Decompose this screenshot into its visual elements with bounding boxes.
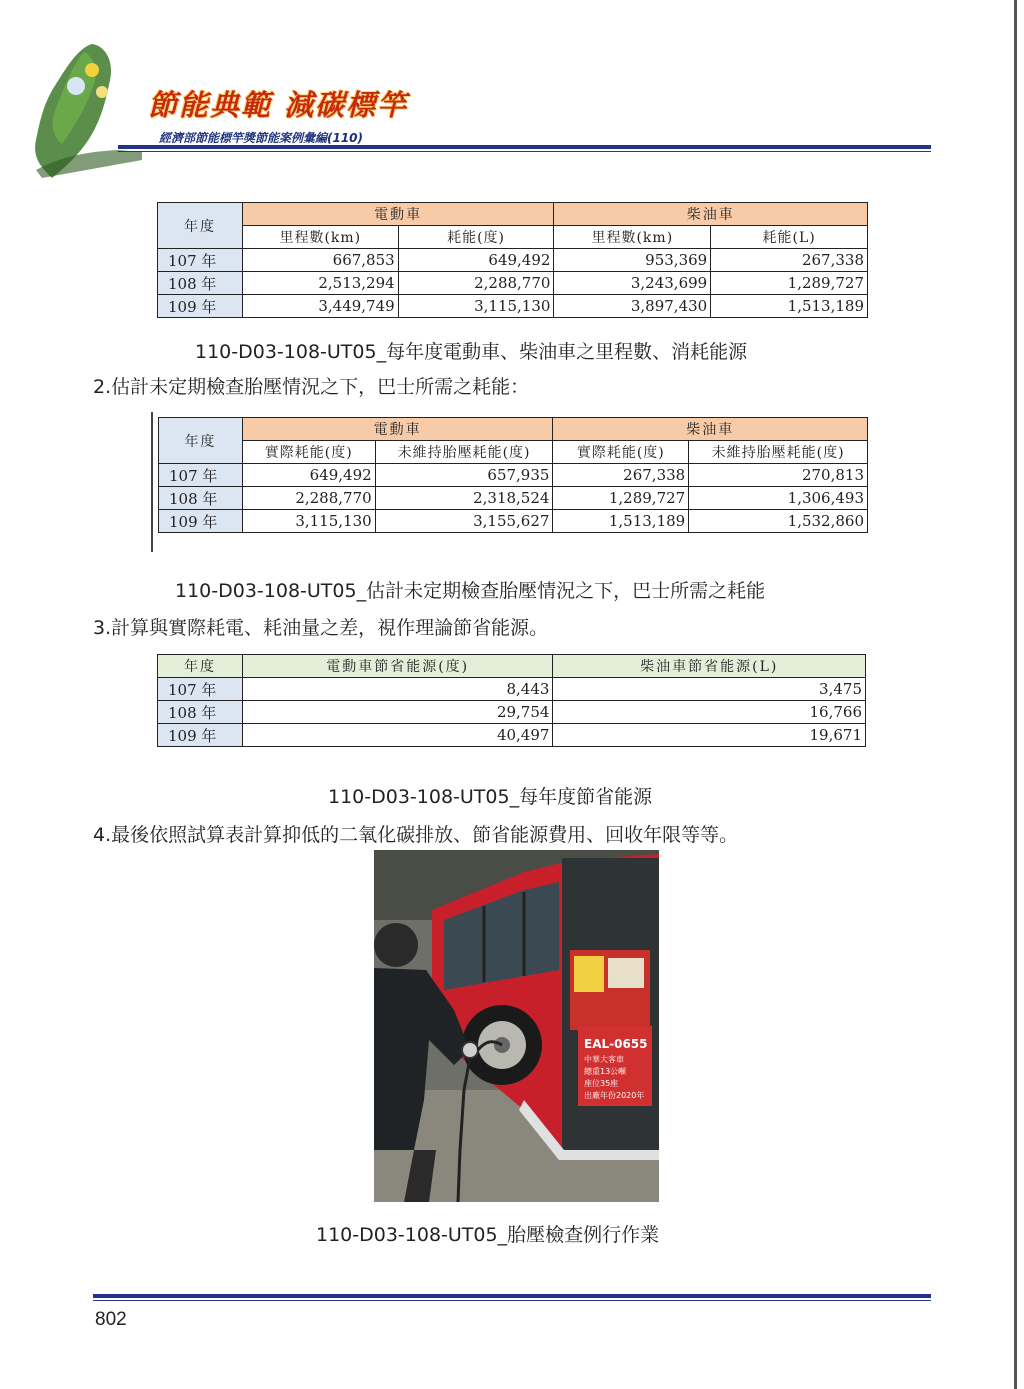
- table-row: [159, 487, 868, 510]
- bus-info-line-2: 總重13公噸: [584, 1067, 627, 1076]
- ev-actual-cell: 649,492: [242, 464, 375, 487]
- col-header-ev-energy: 耗能(度): [398, 226, 554, 249]
- table3-caption: 110-D03-108-UT05_每年度節省能源: [328, 786, 653, 808]
- header-rule: [118, 145, 931, 149]
- col-header-year: 年度: [159, 418, 243, 464]
- group-header-ev: 電動車: [242, 418, 553, 441]
- table-row: [158, 295, 868, 318]
- col-header-diesel-energy: 耗能(L): [711, 226, 868, 249]
- mileage-energy-table: [157, 202, 868, 318]
- footer-rule-thin: [93, 1300, 931, 1301]
- diesel-saving-cell: 19,671: [553, 724, 866, 747]
- diesel-actual-cell: 1,513,189: [553, 510, 689, 533]
- diesel-saving-cell: 16,766: [553, 701, 866, 724]
- col-header-ev-saving: 電動車節省能源(度): [242, 655, 553, 678]
- header-rule-thin: [118, 151, 931, 152]
- bus-info-line-3: 座位35座: [584, 1079, 619, 1088]
- ev-saving-cell: 40,497: [242, 724, 553, 747]
- table-row: [159, 510, 868, 533]
- year-cell: 108 年: [159, 487, 243, 510]
- year-cell: 108 年: [158, 701, 243, 724]
- diesel-mileage-cell: 953,369: [554, 249, 711, 272]
- photo-caption: 110-D03-108-UT05_胎壓檢查例行作業: [316, 1224, 660, 1246]
- col-header-diesel-saving: 柴油車節省能源(L): [553, 655, 866, 678]
- table1-caption: 110-D03-108-UT05_每年度電動車、柴油車之里程數、消耗能源: [195, 341, 748, 363]
- table-row: [159, 464, 868, 487]
- ev-actual-cell: 3,115,130: [242, 510, 375, 533]
- diesel-actual-cell: 1,289,727: [553, 487, 689, 510]
- ev-mileage-cell: 3,449,749: [242, 295, 398, 318]
- col-header-year: 年度: [158, 655, 243, 678]
- ev-mileage-cell: 2,513,294: [242, 272, 398, 295]
- col-header-diesel-actual: 實際耗能(度): [553, 441, 689, 464]
- year-cell: 107 年: [158, 678, 243, 701]
- diesel-untreated-cell: 1,532,860: [689, 510, 868, 533]
- col-header-ev-actual: 實際耗能(度): [242, 441, 375, 464]
- col-header-ev-untreated: 未維持胎壓耗能(度): [375, 441, 553, 464]
- diesel-untreated-cell: 270,813: [689, 464, 868, 487]
- group-header-diesel: 柴油車: [553, 418, 868, 441]
- step-4-text: 4.最後依照試算表計算抑低的二氧化碳排放、節省能源費用、回收年限等等。: [93, 824, 739, 846]
- diesel-mileage-cell: 3,243,699: [554, 272, 711, 295]
- brand-title: 節能典範 減碳標竿: [148, 88, 409, 122]
- table-row: [158, 678, 866, 701]
- group-header-ev: 電動車: [242, 203, 554, 226]
- tire-pressure-check-photo: [374, 850, 659, 1202]
- col-header-year: 年度: [158, 203, 243, 249]
- diesel-actual-cell: 267,338: [553, 464, 689, 487]
- bus-plate-text: EAL-0655: [584, 1037, 648, 1051]
- ev-energy-cell: 649,492: [398, 249, 554, 272]
- diesel-untreated-cell: 1,306,493: [689, 487, 868, 510]
- col-header-ev-mileage: 里程數(km): [242, 226, 398, 249]
- footer-rule: [93, 1294, 931, 1298]
- ev-energy-cell: 3,115,130: [398, 295, 554, 318]
- ev-mileage-cell: 667,853: [242, 249, 398, 272]
- year-cell: 109 年: [159, 510, 243, 533]
- year-cell: 109 年: [158, 295, 243, 318]
- diesel-energy-cell: 1,513,189: [711, 295, 868, 318]
- year-cell: 107 年: [159, 464, 243, 487]
- table-row: [158, 272, 868, 295]
- step-3-text: 3.計算與實際耗電、耗油量之差，視作理論節省能源。: [93, 617, 549, 639]
- page-number: 802: [95, 1309, 127, 1330]
- year-cell: 107 年: [158, 249, 243, 272]
- diesel-saving-cell: 3,475: [553, 678, 866, 701]
- diesel-energy-cell: 1,289,727: [711, 272, 868, 295]
- table2-caption: 110-D03-108-UT05_估計未定期檢查胎壓情況之下，巴士所需之耗能: [175, 580, 766, 602]
- year-cell: 109 年: [158, 724, 243, 747]
- ev-saving-cell: 29,754: [242, 701, 553, 724]
- ev-energy-cell: 2,288,770: [398, 272, 554, 295]
- tire-pressure-energy-table: [158, 417, 868, 533]
- ev-untreated-cell: 3,155,627: [375, 510, 553, 533]
- table-row: [158, 724, 866, 747]
- col-header-diesel-mileage: 里程數(km): [554, 226, 711, 249]
- energy-saving-table: [157, 654, 866, 747]
- table2-left-bar: [151, 412, 153, 552]
- ev-untreated-cell: 657,935: [375, 464, 553, 487]
- diesel-mileage-cell: 3,897,430: [554, 295, 711, 318]
- taiwan-island-logo-icon: [22, 40, 142, 180]
- group-header-diesel: 柴油車: [554, 203, 868, 226]
- bus-info-line-1: 中華大客車: [584, 1055, 624, 1064]
- ev-actual-cell: 2,288,770: [242, 487, 375, 510]
- diesel-energy-cell: 267,338: [711, 249, 868, 272]
- table-row: [158, 701, 866, 724]
- brand-subtitle: 經濟部節能標竿獎節能案例彙編(110): [159, 131, 364, 145]
- year-cell: 108 年: [158, 272, 243, 295]
- ev-saving-cell: 8,443: [242, 678, 553, 701]
- page-edge-border: [1014, 0, 1017, 1389]
- step-2-text: 2.估計未定期檢查胎壓情況之下，巴士所需之耗能：: [93, 376, 530, 398]
- table-row: [158, 249, 868, 272]
- col-header-diesel-untreated: 未維持胎壓耗能(度): [689, 441, 868, 464]
- bus-info-line-4: 出廠年份2020年: [584, 1091, 645, 1100]
- ev-untreated-cell: 2,318,524: [375, 487, 553, 510]
